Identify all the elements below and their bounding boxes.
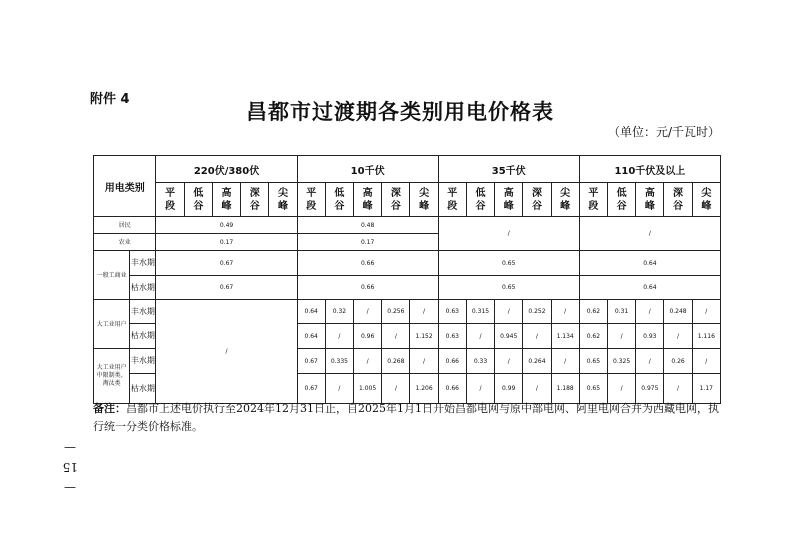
period-header bbox=[382, 183, 410, 217]
period-header-char: 深 bbox=[249, 187, 260, 199]
cell: 1.188 bbox=[551, 374, 579, 404]
cell: 0.64 bbox=[297, 300, 325, 324]
cell: 0.96 bbox=[354, 324, 382, 349]
cell: 0.33 bbox=[466, 349, 494, 374]
period-header-char: 谷 bbox=[616, 200, 627, 212]
cell: / bbox=[354, 300, 382, 324]
table-row bbox=[94, 217, 721, 234]
cell: / bbox=[410, 300, 438, 324]
cell: 0.63 bbox=[438, 324, 466, 349]
footnote-text: 昌都市上述电价执行至2024年12月31日止，自2025年1月1日开始昌都电网与原中部电网、阿里电网合并为西藏电网，执行统一分类价格标准。 bbox=[93, 402, 719, 433]
period-header-char: 段 bbox=[306, 200, 317, 212]
page-number-value: 15 bbox=[62, 460, 78, 474]
cell: 0.252 bbox=[523, 300, 551, 324]
cell: 0.65 bbox=[438, 276, 579, 300]
period-header-char: 峰 bbox=[419, 200, 430, 212]
cell: / bbox=[354, 349, 382, 374]
period-header-char: 高 bbox=[503, 187, 514, 199]
period-header-char: 谷 bbox=[475, 200, 486, 212]
cell: 0.256 bbox=[382, 300, 410, 324]
cell: / bbox=[438, 217, 579, 251]
cell: / bbox=[664, 324, 692, 349]
period-header-char: 高 bbox=[644, 187, 655, 199]
row-label-resident: 居民 bbox=[94, 217, 156, 234]
voltage-header-220v: 220伏/380伏 bbox=[156, 156, 297, 183]
cell: 1.134 bbox=[551, 324, 579, 349]
table-row bbox=[94, 276, 721, 300]
season-dry: 枯水期 bbox=[130, 374, 156, 404]
period-header-char: 高 bbox=[362, 187, 373, 199]
period-header-char: 峰 bbox=[362, 200, 373, 212]
cell: / bbox=[692, 300, 720, 324]
period-header-char: 峰 bbox=[221, 200, 232, 212]
period-header-char: 深 bbox=[673, 187, 684, 199]
period-header bbox=[325, 183, 353, 217]
period-header bbox=[438, 183, 466, 217]
period-header-char: 平 bbox=[306, 187, 317, 199]
period-header bbox=[551, 183, 579, 217]
row-label-general: 一般工商业 bbox=[94, 251, 130, 300]
period-header-char: 尖 bbox=[419, 187, 430, 199]
cell: 0.975 bbox=[636, 374, 664, 404]
attachment-label: 附件 4 bbox=[90, 92, 130, 107]
period-header-char: 谷 bbox=[193, 200, 204, 212]
period-header-char: 低 bbox=[193, 187, 204, 199]
cell: / bbox=[523, 324, 551, 349]
period-header-char: 峰 bbox=[644, 200, 655, 212]
period-header-char: 尖 bbox=[701, 187, 712, 199]
period-header-char: 谷 bbox=[249, 200, 260, 212]
period-header-char: 平 bbox=[447, 187, 458, 199]
voltage-header-35kv: 35千伏 bbox=[438, 156, 579, 183]
period-header-row bbox=[94, 183, 721, 217]
cell: / bbox=[495, 300, 523, 324]
cell: 0.65 bbox=[579, 349, 607, 374]
cell: 0.99 bbox=[495, 374, 523, 404]
footnote-label: 备注： bbox=[93, 402, 126, 415]
period-header bbox=[607, 183, 635, 217]
period-header bbox=[495, 183, 523, 217]
cell: 0.64 bbox=[579, 276, 720, 300]
cell: 0.945 bbox=[495, 324, 523, 349]
cell: / bbox=[636, 300, 664, 324]
cell: 0.63 bbox=[438, 300, 466, 324]
cell: 1.17 bbox=[692, 374, 720, 404]
cell: 0.62 bbox=[579, 324, 607, 349]
page-title: 昌都市过渡期各类别用电价格表 bbox=[246, 99, 554, 124]
cell: 1.116 bbox=[692, 324, 720, 349]
period-header bbox=[269, 183, 297, 217]
cell: / bbox=[636, 349, 664, 374]
cell: 0.93 bbox=[636, 324, 664, 349]
period-header-char: 段 bbox=[165, 200, 176, 212]
cell: / bbox=[156, 300, 297, 404]
cell: / bbox=[607, 324, 635, 349]
period-header-char: 高 bbox=[221, 187, 232, 199]
row-label-large-industry: 大工业用户 bbox=[94, 300, 130, 349]
period-header-char: 低 bbox=[616, 187, 627, 199]
cell: / bbox=[551, 349, 579, 374]
cell: / bbox=[664, 374, 692, 404]
period-header bbox=[636, 183, 664, 217]
cell: 0.48 bbox=[297, 217, 438, 234]
period-header-char: 谷 bbox=[673, 200, 684, 212]
cell: / bbox=[382, 324, 410, 349]
cell: / bbox=[410, 349, 438, 374]
cell: 0.17 bbox=[156, 234, 297, 251]
table-row bbox=[94, 300, 721, 324]
cell: / bbox=[466, 324, 494, 349]
cell: / bbox=[466, 374, 494, 404]
period-header-char: 峰 bbox=[560, 200, 571, 212]
cell: / bbox=[325, 374, 353, 404]
period-header-char: 峰 bbox=[503, 200, 514, 212]
period-header-char: 谷 bbox=[390, 200, 401, 212]
footnote bbox=[93, 400, 723, 436]
cell: 0.66 bbox=[297, 276, 438, 300]
page-dash-top: — bbox=[64, 440, 76, 454]
cell: 0.66 bbox=[438, 349, 466, 374]
period-header-char: 段 bbox=[447, 200, 458, 212]
voltage-header-110kv: 110千伏及以上 bbox=[579, 156, 720, 183]
cell: / bbox=[607, 374, 635, 404]
cell: 0.32 bbox=[325, 300, 353, 324]
cell: 1.005 bbox=[354, 374, 382, 404]
row-label-large-industry-restricted: 大工业用户中限制类、淘汰类 bbox=[94, 349, 130, 404]
cell: 0.64 bbox=[579, 251, 720, 276]
period-header bbox=[664, 183, 692, 217]
season-wet: 丰水期 bbox=[130, 251, 156, 276]
period-header-char: 谷 bbox=[334, 200, 345, 212]
period-header-char: 低 bbox=[475, 187, 486, 199]
period-header-char: 峰 bbox=[701, 200, 712, 212]
period-header bbox=[212, 183, 240, 217]
cell: 1.152 bbox=[410, 324, 438, 349]
voltage-header-10kv: 10千伏 bbox=[297, 156, 438, 183]
period-header-char: 尖 bbox=[277, 187, 288, 199]
page-dash-bottom: — bbox=[64, 480, 76, 494]
cell: / bbox=[495, 349, 523, 374]
table-row bbox=[94, 251, 721, 276]
cell: 0.264 bbox=[523, 349, 551, 374]
period-header-char: 平 bbox=[165, 187, 176, 199]
price-table bbox=[93, 155, 721, 404]
cell: / bbox=[551, 300, 579, 324]
period-header-char: 深 bbox=[531, 187, 542, 199]
cell: 0.65 bbox=[579, 374, 607, 404]
season-dry: 枯水期 bbox=[130, 324, 156, 349]
period-header bbox=[156, 183, 184, 217]
page-number bbox=[55, 440, 85, 494]
period-header-char: 深 bbox=[390, 187, 401, 199]
cell: 0.65 bbox=[438, 251, 579, 276]
cell: 0.49 bbox=[156, 217, 297, 234]
cell: / bbox=[382, 374, 410, 404]
row-label-agriculture: 农业 bbox=[94, 234, 156, 251]
season-wet: 丰水期 bbox=[130, 349, 156, 374]
cell: 0.325 bbox=[607, 349, 635, 374]
cell: 0.67 bbox=[297, 374, 325, 404]
cell: 0.26 bbox=[664, 349, 692, 374]
period-header-char: 峰 bbox=[277, 200, 288, 212]
cell: 0.67 bbox=[297, 349, 325, 374]
period-header bbox=[466, 183, 494, 217]
period-header-char: 尖 bbox=[560, 187, 571, 199]
cell: 1.206 bbox=[410, 374, 438, 404]
cell: 0.17 bbox=[297, 234, 438, 251]
period-header-char: 段 bbox=[588, 200, 599, 212]
period-header-char: 低 bbox=[334, 187, 345, 199]
period-header bbox=[523, 183, 551, 217]
period-header bbox=[579, 183, 607, 217]
cell: 0.66 bbox=[438, 374, 466, 404]
cell: 0.67 bbox=[156, 251, 297, 276]
cell: 0.315 bbox=[466, 300, 494, 324]
cell: 0.248 bbox=[664, 300, 692, 324]
period-header bbox=[297, 183, 325, 217]
cell: 0.268 bbox=[382, 349, 410, 374]
period-header bbox=[354, 183, 382, 217]
cell: / bbox=[579, 217, 720, 251]
season-wet: 丰水期 bbox=[130, 300, 156, 324]
cell: / bbox=[523, 374, 551, 404]
period-header bbox=[692, 183, 720, 217]
cell: / bbox=[325, 324, 353, 349]
period-header bbox=[184, 183, 212, 217]
cell: 0.62 bbox=[579, 300, 607, 324]
period-header bbox=[241, 183, 269, 217]
cell: / bbox=[692, 349, 720, 374]
period-header bbox=[410, 183, 438, 217]
season-dry: 枯水期 bbox=[130, 276, 156, 300]
cell: 0.335 bbox=[325, 349, 353, 374]
cell: 0.66 bbox=[297, 251, 438, 276]
period-header-char: 平 bbox=[588, 187, 599, 199]
category-header: 用电类别 bbox=[94, 156, 156, 217]
period-header-char: 谷 bbox=[531, 200, 542, 212]
cell: 0.31 bbox=[607, 300, 635, 324]
cell: 0.67 bbox=[156, 276, 297, 300]
unit-label: （单位：元/千瓦时） bbox=[607, 125, 720, 139]
cell: 0.64 bbox=[297, 324, 325, 349]
